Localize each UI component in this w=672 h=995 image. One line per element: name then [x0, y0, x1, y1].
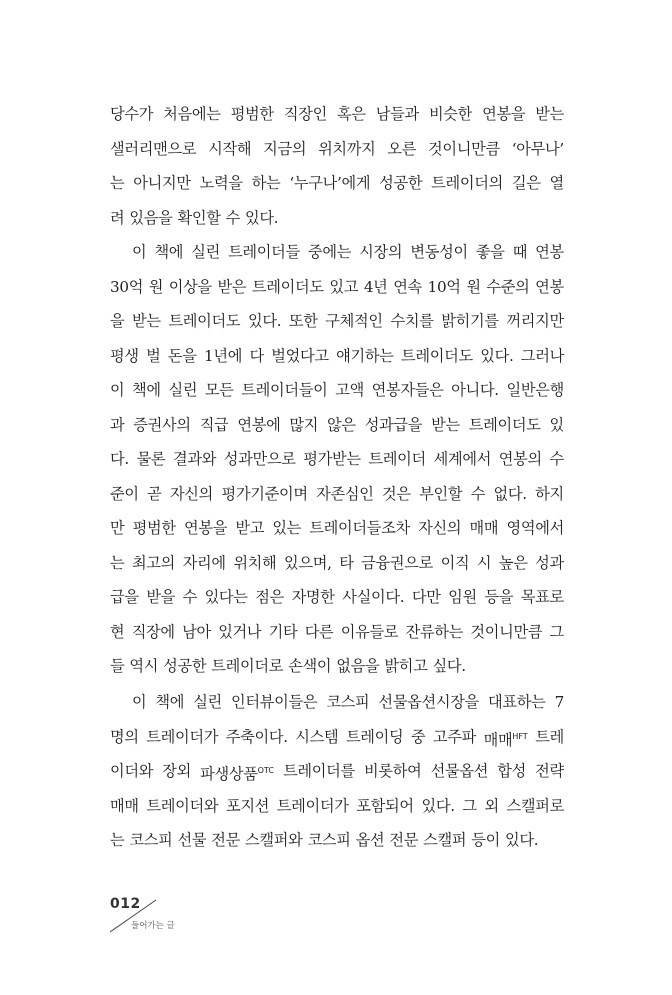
word: 전문 — [389, 831, 419, 849]
word: 고액 — [335, 381, 364, 399]
word: 영역에서 — [506, 519, 564, 537]
word: 높은 — [498, 553, 528, 572]
text-line — [110, 339, 564, 374]
word: 현 — [110, 622, 125, 641]
word: 실린 — [168, 381, 198, 399]
word: 남아 — [182, 622, 211, 641]
word: 4년 — [363, 277, 388, 296]
superscript-annotation: OTC — [257, 766, 274, 775]
word: 스캘퍼 — [423, 831, 467, 849]
word: 트레 — [535, 727, 564, 746]
word: 처음에는 — [163, 105, 221, 123]
word: 밝히기를 — [441, 312, 499, 330]
word: 트레이더들조차 — [309, 519, 410, 537]
word: 자명한 — [291, 588, 335, 606]
word: 트레이딩 — [345, 727, 404, 746]
word: 점은 — [255, 588, 284, 606]
word: 벌 — [146, 346, 161, 365]
word: 과 — [110, 415, 125, 434]
word: 트레이더로 — [211, 657, 284, 675]
word: 시스템 — [295, 727, 339, 746]
word: 준이 — [110, 484, 139, 503]
word: 주축이다. — [225, 727, 288, 746]
word: 일반은행 — [506, 381, 564, 399]
word: 평가받는 — [303, 450, 361, 468]
word: 성과만으로 — [223, 450, 296, 468]
word: 트레이더도 — [168, 312, 241, 330]
word: 파생상품$^{OTC}$ — [200, 765, 274, 783]
word: 려 — [110, 208, 125, 227]
word: 다른 — [304, 622, 334, 641]
word: 만 — [110, 519, 125, 537]
word: 이 — [132, 693, 147, 711]
word: 수준의 — [486, 277, 530, 296]
text-line — [110, 166, 564, 201]
word: 지금의 — [263, 139, 307, 158]
word: 포함되어 — [356, 796, 414, 815]
word: 금융권으로 — [361, 553, 434, 572]
word: 이유들로 — [340, 622, 399, 641]
word: 연봉 — [535, 243, 564, 261]
word: 그러나 — [520, 346, 564, 365]
word: 책에 — [154, 243, 184, 261]
word: 있거나 — [218, 622, 262, 641]
section-title: 들어가는 글 — [131, 921, 175, 931]
word: 위치해 — [233, 553, 277, 572]
word: 최고의 — [131, 553, 176, 572]
word: 매매 — [469, 519, 499, 537]
word: 자신의 — [418, 519, 462, 537]
word: 을 — [110, 312, 125, 330]
word: 곧 — [147, 484, 162, 503]
text-line — [110, 789, 564, 824]
word: 포지션 — [225, 796, 270, 815]
word: 길은 — [511, 174, 541, 192]
text-line — [110, 823, 564, 858]
word: 목표로 — [520, 588, 564, 606]
word: 받을 — [146, 588, 176, 606]
word: 그 — [462, 796, 477, 815]
text-line — [110, 546, 564, 581]
word: 직장인 — [283, 105, 327, 123]
word: 임원 — [448, 588, 477, 606]
word: 비롯하여 — [364, 762, 422, 780]
word: 코스피 — [129, 831, 173, 849]
text-line — [110, 235, 564, 270]
word: 합성 — [497, 762, 527, 780]
word: 이상을 — [168, 277, 212, 296]
word: 이 — [132, 243, 147, 261]
body-text-block-2 — [110, 685, 564, 858]
word: 평범한 — [230, 105, 274, 123]
word: 트레이더와 — [146, 796, 219, 815]
word: 다만 — [411, 588, 441, 606]
word: 성과 — [535, 553, 564, 572]
word: 있음을 — [129, 208, 173, 227]
word: 스캘퍼와 — [245, 831, 303, 849]
word: 연봉자들은 — [371, 381, 444, 399]
body-text-block-1 — [110, 97, 564, 684]
word: 자리에 — [182, 553, 226, 572]
word: 성공한 — [379, 174, 423, 192]
word: 밝히고 — [384, 657, 428, 675]
word: 시장의 — [359, 243, 403, 261]
text-line — [110, 373, 564, 408]
word: 등이 — [471, 831, 500, 849]
word: 연속 — [393, 277, 422, 296]
word: 그 — [549, 622, 564, 641]
text-line — [110, 580, 564, 615]
text-line — [110, 442, 564, 477]
word: 아니다. — [451, 381, 499, 399]
word: 는 — [110, 174, 125, 192]
word: 있다. — [480, 346, 514, 365]
word: 트레이더를 — [283, 762, 355, 780]
word: 는 — [110, 831, 125, 849]
word: 남들과 — [375, 105, 419, 123]
word: 직급 — [199, 415, 229, 434]
word: 없음을 — [336, 657, 380, 675]
word: 많지 — [289, 415, 319, 434]
word: 트레이더가 — [276, 796, 349, 815]
word: 다 — [249, 346, 264, 365]
word: 급을 — [110, 588, 139, 606]
word: 좋을 — [475, 243, 505, 261]
text-line — [110, 615, 564, 650]
word: 증권사의 — [133, 415, 191, 434]
word: 받는 — [535, 105, 564, 123]
word: 열 — [549, 174, 564, 192]
word: 시작해 — [208, 139, 252, 158]
word: 실린 — [193, 693, 222, 711]
word: ‘누구나’에게 — [289, 174, 371, 192]
word: 연봉 — [535, 277, 564, 296]
word: 선물옵션 — [430, 762, 489, 780]
word: 결과와 — [172, 450, 217, 468]
word: 외 — [484, 796, 499, 815]
word: 비슷한 — [428, 105, 473, 123]
word: 연봉을 — [482, 105, 526, 123]
word: 코스피 — [307, 831, 351, 849]
word: 는 — [110, 553, 125, 572]
word: 성과급을 — [364, 415, 423, 434]
word: 30억 — [110, 277, 144, 296]
text-line — [110, 649, 564, 684]
word: 않은 — [327, 415, 356, 434]
word: 트레이더들 — [228, 243, 300, 261]
word: 평생 — [110, 346, 139, 365]
word: 있는 — [272, 519, 302, 537]
word: 하는 — [251, 174, 281, 192]
text-line — [110, 720, 564, 755]
word: 중 — [410, 727, 426, 746]
word: 연봉을 — [183, 519, 228, 537]
text-line — [110, 408, 564, 443]
word: 성공한 — [163, 657, 207, 675]
word: 대표하는 — [488, 693, 546, 711]
word: 모든 — [204, 381, 234, 399]
word: 들 — [110, 657, 125, 675]
word: 매매$^{HFT}$ — [483, 730, 528, 749]
word: 장외 — [162, 762, 191, 780]
word: 연봉의 — [498, 450, 542, 468]
word: 잔류하는 — [405, 622, 464, 641]
word: 벌었다고 — [271, 346, 329, 365]
text-line — [110, 477, 564, 512]
word: 타 — [339, 553, 354, 572]
word: 이직 — [440, 553, 470, 572]
word: 이 — [110, 381, 125, 399]
word: 것이니만큼 — [428, 139, 500, 158]
word: 스캘퍼로 — [506, 796, 564, 815]
word: 평가기준이며 — [221, 484, 308, 503]
word: 꺼리지만 — [506, 312, 564, 330]
word: 것은 — [382, 484, 411, 503]
word: 물론 — [136, 450, 166, 468]
text-line — [110, 754, 564, 789]
word: 혹은 — [337, 105, 366, 123]
word: 받는 — [431, 415, 460, 434]
word: 오른 — [387, 139, 417, 158]
word: 있다. — [421, 796, 455, 815]
word: 역시 — [129, 657, 159, 675]
text-line — [110, 97, 564, 132]
word: 전략 — [535, 762, 564, 780]
word: 받고 — [235, 519, 265, 537]
text-line — [110, 270, 564, 305]
word: 있다. — [247, 312, 282, 330]
word: 책에 — [132, 381, 161, 399]
word: 등을 — [484, 588, 514, 606]
word: 있고 — [329, 277, 359, 296]
word: 부인할 — [419, 484, 463, 503]
word: 시 — [476, 553, 492, 572]
word: 사실이다. — [342, 588, 405, 606]
word: 책에 — [155, 693, 185, 711]
word: 있다. — [505, 831, 539, 849]
word: 손색이 — [288, 657, 332, 675]
text-line — [110, 304, 564, 339]
word: 노력을 — [199, 174, 243, 192]
word: 하지 — [535, 484, 564, 503]
word: 확인할 — [177, 208, 221, 227]
word: 당수가 — [110, 105, 154, 123]
word: 이더와 — [110, 762, 154, 780]
word: 자존심인 — [316, 484, 374, 503]
word: 매매 — [110, 796, 139, 815]
word: ‘아무나’ — [511, 139, 564, 158]
page-number: 012 — [110, 896, 141, 912]
word: 트레이더가 — [146, 727, 219, 746]
word: 인터뷰이들은 — [230, 693, 318, 711]
word: 받는 — [132, 312, 161, 330]
word: 또한 — [288, 312, 318, 330]
word: 연봉에 — [237, 415, 281, 434]
word: 위치까지 — [318, 139, 376, 158]
word: 트레이더 — [368, 450, 426, 468]
word: 기타 — [268, 622, 298, 641]
word: 수 — [470, 484, 486, 503]
text-line — [110, 201, 564, 236]
word: 트레이더들이 — [241, 381, 328, 399]
word: 있다는 — [204, 588, 248, 606]
word: 세계에서 — [433, 450, 492, 468]
word: 1년에 — [204, 346, 243, 365]
word: 고주파 — [432, 727, 477, 746]
text-line — [110, 132, 564, 167]
word: 있다. — [245, 208, 279, 227]
word: 때 — [512, 243, 528, 261]
word: 있 — [549, 415, 564, 434]
word: 선물 — [177, 831, 207, 849]
word: 7 — [554, 693, 564, 711]
word: 수 — [225, 208, 240, 227]
word: 돈을 — [167, 346, 197, 365]
word: 싶다. — [432, 657, 466, 675]
word: 수치를 — [390, 312, 434, 330]
word: 수 — [182, 588, 197, 606]
word: 원 — [148, 277, 164, 296]
word: 옵션 — [355, 831, 385, 849]
text-line — [110, 685, 564, 720]
word: 변동성이 — [410, 243, 468, 261]
word: 명의 — [110, 727, 139, 746]
word: 샐러리맨으로 — [110, 139, 197, 158]
word: 구체적인 — [325, 312, 383, 330]
word: 트레이더도 — [251, 277, 324, 296]
word: 원 — [466, 277, 481, 296]
word: 없다. — [493, 484, 527, 503]
word: 자신의 — [169, 484, 214, 503]
word: 받은 — [217, 277, 247, 296]
word: 있으며, — [284, 553, 332, 572]
word: 다. — [110, 450, 129, 468]
word: 트레이더도 — [400, 346, 473, 365]
word: 평범한 — [132, 519, 176, 537]
word: 트레이더도 — [468, 415, 541, 434]
word: 트레이더의 — [431, 174, 503, 192]
word: 중에는 — [307, 243, 352, 261]
word: 직장에 — [131, 622, 175, 641]
word: 코스피 — [326, 693, 370, 711]
word: 얘기하는 — [336, 346, 394, 365]
word: 실린 — [191, 243, 220, 261]
word: 아니지만 — [133, 174, 191, 192]
text-line — [110, 511, 564, 546]
word: 10억 — [427, 277, 461, 296]
word: 선물옵션시장을 — [378, 693, 479, 711]
word: 것이니만큼 — [470, 622, 543, 641]
word: 수 — [549, 450, 564, 468]
superscript-annotation: HFT — [512, 731, 528, 741]
word: 전문 — [211, 831, 240, 849]
